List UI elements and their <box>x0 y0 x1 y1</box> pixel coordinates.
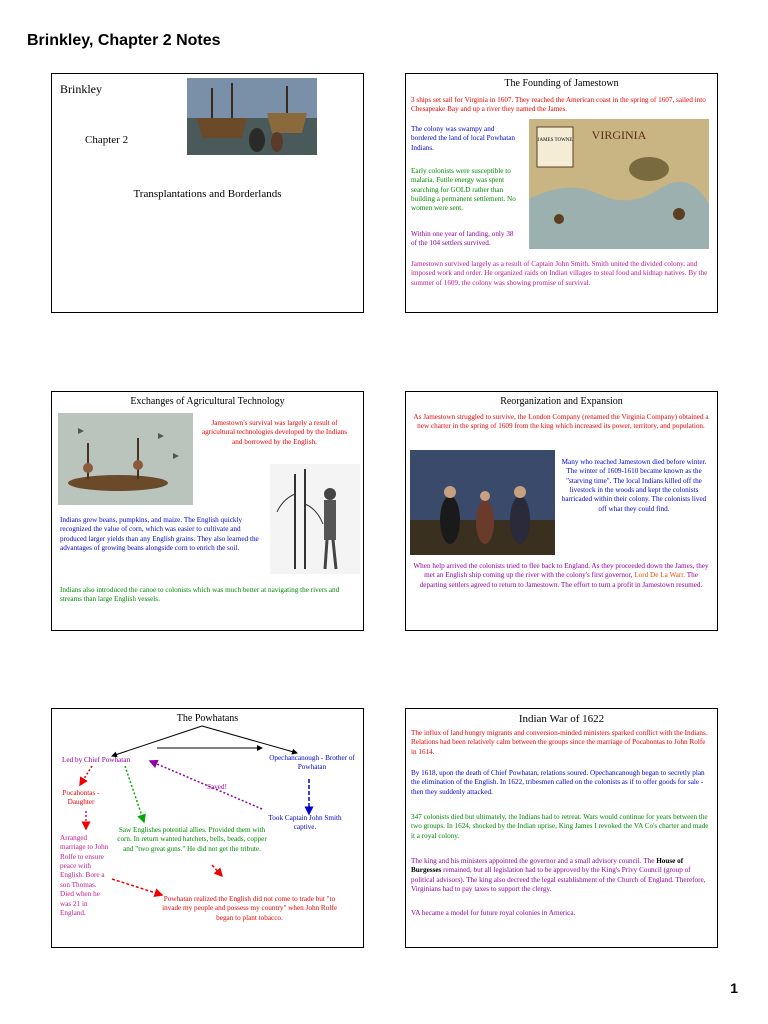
node-marriage: Arranged marriage to John Rolfe to ensure peace with English. Bore a son Thomas. Died when he was 21 in England. <box>60 834 109 917</box>
slide-title: Exchanges of Agricultural Technology <box>130 396 285 407</box>
page-title: Brinkley, Chapter 2 Notes <box>27 32 221 49</box>
text-house-of-burgesses: House of Burgesses <box>411 857 684 875</box>
map-title: VIRGINIA <box>591 128 647 142</box>
slide-reorganization <box>405 391 718 631</box>
slide-title <box>51 73 364 313</box>
slide-indian-war-1622 <box>405 708 718 948</box>
text-king-c: remained, but all legislation had to be approved by the King's Privy Council (group of political advisors). The king also decreed the legal establishment of the Church of England. Therefore, Virginians had to pay taxes to support the clergy. <box>411 866 706 894</box>
text-help-arrived <box>411 562 711 590</box>
text-starving-time: Many who reached Jamestown died before winter. The winter of 1609-1610 became known as the "starving time". The local Indians killed off the livestock in the woods and kept the colonists barricaded within their colony. The colonists lived off what they could find. <box>561 458 707 513</box>
text-charter: As Jamestown struggled to survive, the London Company (renamed the Virginia Company) obtained a new charter in the spring of 1609 from the king which increased its power, territory, and population. <box>413 413 709 431</box>
text-relations-soured: By 1618, upon the death of Chief Powhatan, relations soured. Opechancanough began to secretly plan the elimination of the English. In 1622, tribesmen called on the colonists as if to offer goods for sale - then they suddenly attacked. <box>411 769 705 796</box>
node-realized: Powhatan realized the English did not come to trade but "to invade my people and possess my country" when John Rolfe began to plant tobacco. <box>162 895 337 922</box>
slide-title: Reorganization and Expansion <box>500 396 623 407</box>
text-survival: Jamestown's survival was largely a result of agricultural technologies developed by the Indians and borrowed by the English. <box>201 419 348 446</box>
slide-subtitle: Transplantations and Borderlands <box>133 188 282 200</box>
slide-heading: Brinkley <box>60 82 102 96</box>
starving-time-painting <box>410 450 555 555</box>
text-swampy: The colony was swampy and bordered the land of local Powhatan Indians. <box>411 125 515 152</box>
indian-corn-image <box>270 464 360 574</box>
node-chief-powhatan: Led by Chief Powhatan <box>62 756 131 764</box>
text-ships: 3 ships set sail for Virginia in 1607. They reached the American coast in the spring of 1607, sailed into Chesapeake Bay and up a river they named the James. <box>411 96 706 114</box>
label-saved: Saved! <box>207 783 227 791</box>
text-survivors: Within one year of landing, only 38 of the 104 settlers survived. <box>411 230 514 248</box>
text-malaria: Early colonists were susceptible to malaria. Futile energy was spent searching for GOLD rather than building a permanent settlement. No women were sent. <box>411 167 516 213</box>
virginia-map <box>529 119 709 249</box>
slide-title: The Founding of Jamestown <box>504 78 619 89</box>
node-potential-allies: Saw Englishes potential allies. Provided them with corn. In return wanted hatchets, bells, beads, copper and "two great guns." He did not get the tribute. <box>117 826 267 853</box>
text-colonists-died: 347 colonists died but ultimately, the Indians had to retreat. Wars would continue for years between the two groups. In 1624, shocked by the Indian uprise, King James I revoked the VA Co's charter and made it a royal colony. <box>411 813 709 840</box>
slide-agricultural-exchange <box>51 391 364 631</box>
page-number: 1 <box>730 980 738 996</box>
slide-title: Indian War of 1622 <box>518 713 605 725</box>
text-model: VA became a model for future royal colonies in America. <box>411 909 576 917</box>
slide-chapter: Chapter 2 <box>85 134 129 146</box>
text-lord-de-la-warr: Lord De La Warr. <box>634 571 686 580</box>
text-royal-colony <box>411 857 711 894</box>
node-pocahontas: Pocahontas - Daughter <box>62 789 100 807</box>
text-canoe: Indians also introduced the canoe to colonists which was much better at navigating the rivers and streams than large English vessels. <box>60 586 340 604</box>
node-smith-captive: Took Captain John Smith captive. <box>268 814 342 832</box>
node-opechancanough: Opechancanough - Brother of Powhatan <box>269 754 355 772</box>
indians-fishing-image <box>58 413 193 505</box>
text-influx: The influx of land hungry migrants and conversion-minded ministers sparked conflict with the Indians. Relations had been relatively calm between the groups since the marriage of Pocahontas to John Rolfe in 1614. <box>411 729 708 756</box>
text-help-c: The departing settlers agreed to return to Jamestown. The effort to turn a profit in Jamestown resumed. <box>419 571 703 589</box>
text-help-a: When help arrived the colonists tried to flee back to England. As they proceeded down the James, they met an English ship coming up the river with the colony's first governor, <box>413 562 709 580</box>
ships-painting <box>187 78 317 155</box>
slide-founding-jamestown <box>405 73 718 313</box>
map-inset-label: JAMES TOWNE <box>537 138 573 143</box>
slide-powhatans <box>51 708 364 948</box>
text-john-smith: Jamestown survived largely as a result of Captain John Smith. Smith united the divided colony, and imposed work and order. He organized raids on Indian villages to steal food and kidnap natives. By the summer of 1609, the colony was showing promise of survival. <box>411 260 708 287</box>
slide-title: The Powhatans <box>176 713 239 724</box>
text-king-a: The king and his ministers appointed the governor and a small advisory council. The <box>411 857 655 865</box>
text-crops: Indians grew beans, pumpkins, and maize. The English quickly recognized the value of corn, which was easier to cultivate and produced larger yields than any English grains. They also learned the advantages of growing beans alongside corn to enrich the soil. <box>60 516 259 553</box>
